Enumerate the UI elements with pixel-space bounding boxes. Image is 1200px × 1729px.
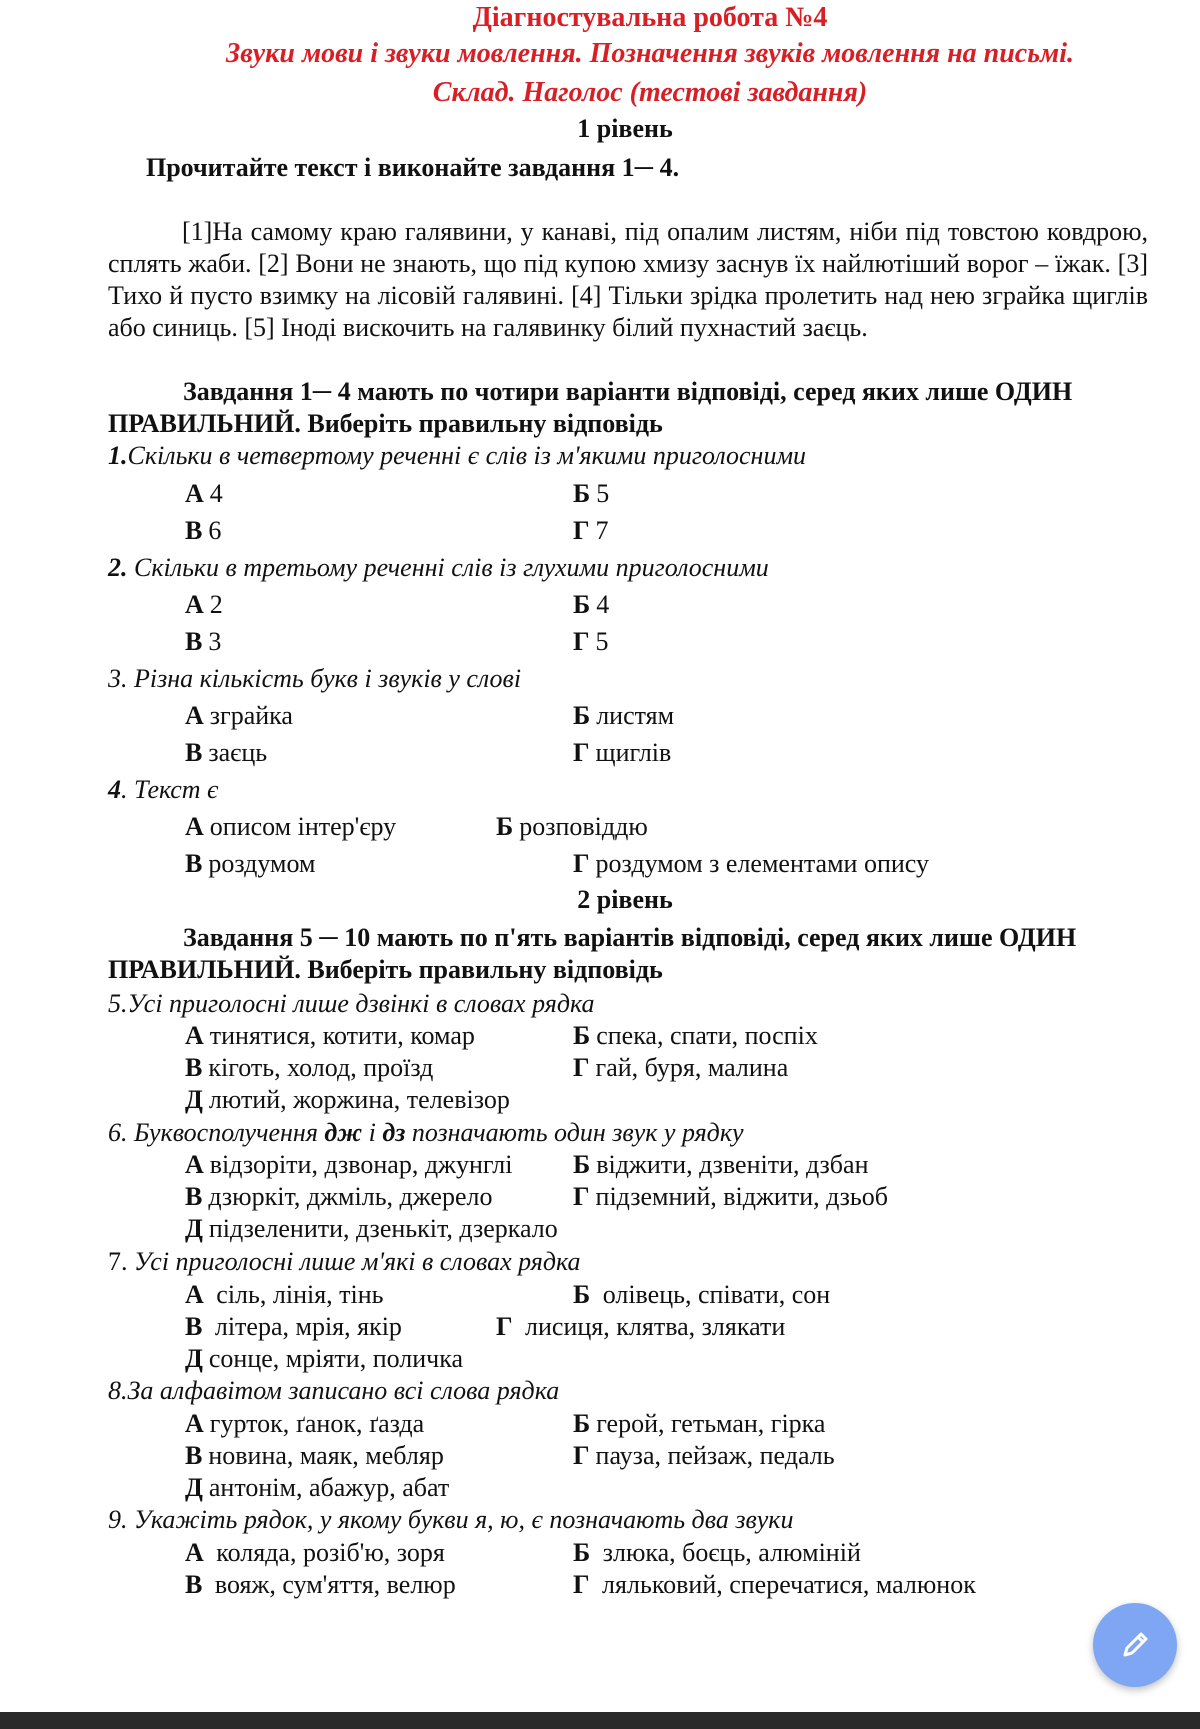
q1-option-a[interactable]: А 4 [185,479,223,508]
question-7: 7. Усі приголосні лише м'які в словах рядка [108,1247,581,1276]
q1-option-b[interactable]: Б 5 [573,479,610,508]
q9-option-a[interactable]: А коляда, розіб'ю, зоря [185,1538,445,1567]
q8-option-v[interactable]: В новина, маяк, мебляр [185,1441,444,1470]
section2-instruction-line2: ПРАВИЛЬНИЙ. Виберіть правильну відповідь [108,955,663,984]
level-1-heading: 1 рівень [577,114,673,143]
question-2-text: Скільки в третьому реченні слів із глухими приголосними [127,553,769,582]
q5-option-a[interactable]: А тинятися, котити, комар [185,1021,475,1050]
reading-text-content: [1]На самому краю галявини, у канаві, під опалим листям, ніби під товстою ковдрою, сплять жаби. [2] Вони не знають, що під купою хмизу заснув їх найлютіший ворог – їжак. [3] Тихо й пусто взимку на лісовій галявині. [4] Тільки зрідка пролетить над нею зграйка щиглів або синиць. [5] Іноді вискочить на галявинку білий пухнастий заєць. [108,217,1148,342]
question-1 [108,440,806,472]
q2-option-g[interactable]: Г 5 [573,627,609,656]
bottom-navigation-bar [0,1712,1200,1729]
q4-option-a[interactable]: А описом інтер'єру [185,812,397,841]
edit-fab-button[interactable] [1093,1603,1177,1687]
q6-option-g[interactable]: Г підземний, віджити, дзьоб [573,1182,889,1211]
q5-option-b[interactable]: Б спека, спати, поспіх [573,1021,818,1050]
pencil-icon [1115,1625,1155,1665]
section1-instruction-line2: ПРАВИЛЬНИЙ. Виберіть правильну відповідь [108,409,663,438]
q7-option-g[interactable]: Г лисиця, клятва, злякати [496,1312,786,1341]
q3-option-a[interactable]: А зграйка [185,701,293,730]
q2-option-v[interactable]: В 3 [185,627,222,656]
q2-option-b[interactable]: Б 4 [573,590,610,619]
q3-option-b[interactable]: Б листям [573,701,675,730]
q4-option-b[interactable]: Б розповіддю [496,812,648,841]
question-6: 6. Буквосполучення дж і дз позначають один звук у рядку [108,1118,744,1147]
document-title: Діагностувальна робота №4 [472,2,828,33]
q1-option-g[interactable]: Г 7 [573,516,609,545]
q3-option-g[interactable]: Г щиглів [573,738,672,767]
question-4-text: . Текст є [121,775,219,804]
question-3 [108,663,521,695]
q6-option-v[interactable]: В дзюркіт, джміль, джерело [185,1182,493,1211]
q8-option-a[interactable]: А гурток, ґанок, ґазда [185,1409,425,1438]
q1-option-v[interactable]: В 6 [185,516,222,545]
q7-option-v[interactable]: В літера, мрія, якір [185,1312,402,1341]
document-subtitle-line1: Звуки мови і звуки мовлення. Позначення звуків мовлення на письмі. [226,38,1074,69]
q7-option-a[interactable]: А сіль, лінія, тінь [185,1280,384,1309]
question-3-text: Різна кількість букв і звуків у слові [127,664,522,693]
q5-option-d[interactable]: Д лютий, жоржина, телевізор [185,1085,510,1114]
q7-option-b[interactable]: Б олівець, співати, сон [573,1280,831,1309]
question-1-text: Скільки в четвертому реченні є слів із м'якими приголосними [127,441,807,470]
section2-instruction-line1: Завдання 5 ─ 10 мають по п'ять варіантів відповіді, серед яких лише ОДИН [183,923,1077,952]
q6-option-d[interactable]: Д підзеленити, дзенькіт, дзеркало [185,1214,558,1243]
q9-option-b[interactable]: Б злюка, боєць, алюміній [573,1538,861,1567]
q4-option-g[interactable]: Г роздумом з елементами опису [573,849,929,878]
reading-text [108,216,1148,344]
q5-option-g[interactable]: Г гай, буря, малина [573,1053,789,1082]
question-3-number: 3. [108,664,128,693]
question-8: 8.За алфавітом записано всі слова рядка [108,1376,560,1405]
q8-option-b[interactable]: Б герой, гетьман, гірка [573,1409,826,1438]
q4-option-v[interactable]: В роздумом [185,849,316,878]
level-2-heading: 2 рівень [577,885,673,914]
q5-option-v[interactable]: В кіготь, холод, проїзд [185,1053,434,1082]
section1-instruction-line1: Завдання 1─ 4 мають по чотири варіанти відповіді, серед яких лише ОДИН [183,377,1073,406]
question-1-number: 1. [108,441,128,470]
q9-option-g[interactable]: Г ляльковий, сперечатися, малюнок [573,1570,976,1599]
q6-option-b[interactable]: Б віджити, дзвеніти, дзбан [573,1150,869,1179]
q3-option-v[interactable]: В заєць [185,738,268,767]
q8-option-d[interactable]: Д антонім, абажур, абат [185,1473,450,1502]
question-2 [108,552,769,584]
document-subtitle-line2: Склад. Наголос (тестові завдання) [432,77,868,108]
reading-instruction: Прочитайте текст і виконайте завдання 1─ 4. [146,153,680,182]
q7-option-d[interactable]: Д сонце, мріяти, поличка [185,1344,464,1373]
question-4-number: 4 [108,775,121,804]
q6-option-a[interactable]: А відзоріти, дзвонар, джунглі [185,1150,513,1179]
q8-option-g[interactable]: Г пауза, пейзаж, педаль [573,1441,835,1470]
question-9: 9. Укажіть рядок, у якому букви я, ю, є позначають два звуки [108,1505,794,1534]
q9-option-v[interactable]: В вояж, сум'яття, велюр [185,1570,456,1599]
question-5: 5.Усі приголосні лише дзвінкі в словах рядка [108,989,595,1018]
q2-option-a[interactable]: А 2 [185,590,223,619]
question-4 [108,774,218,806]
question-2-number: 2. [108,553,128,582]
